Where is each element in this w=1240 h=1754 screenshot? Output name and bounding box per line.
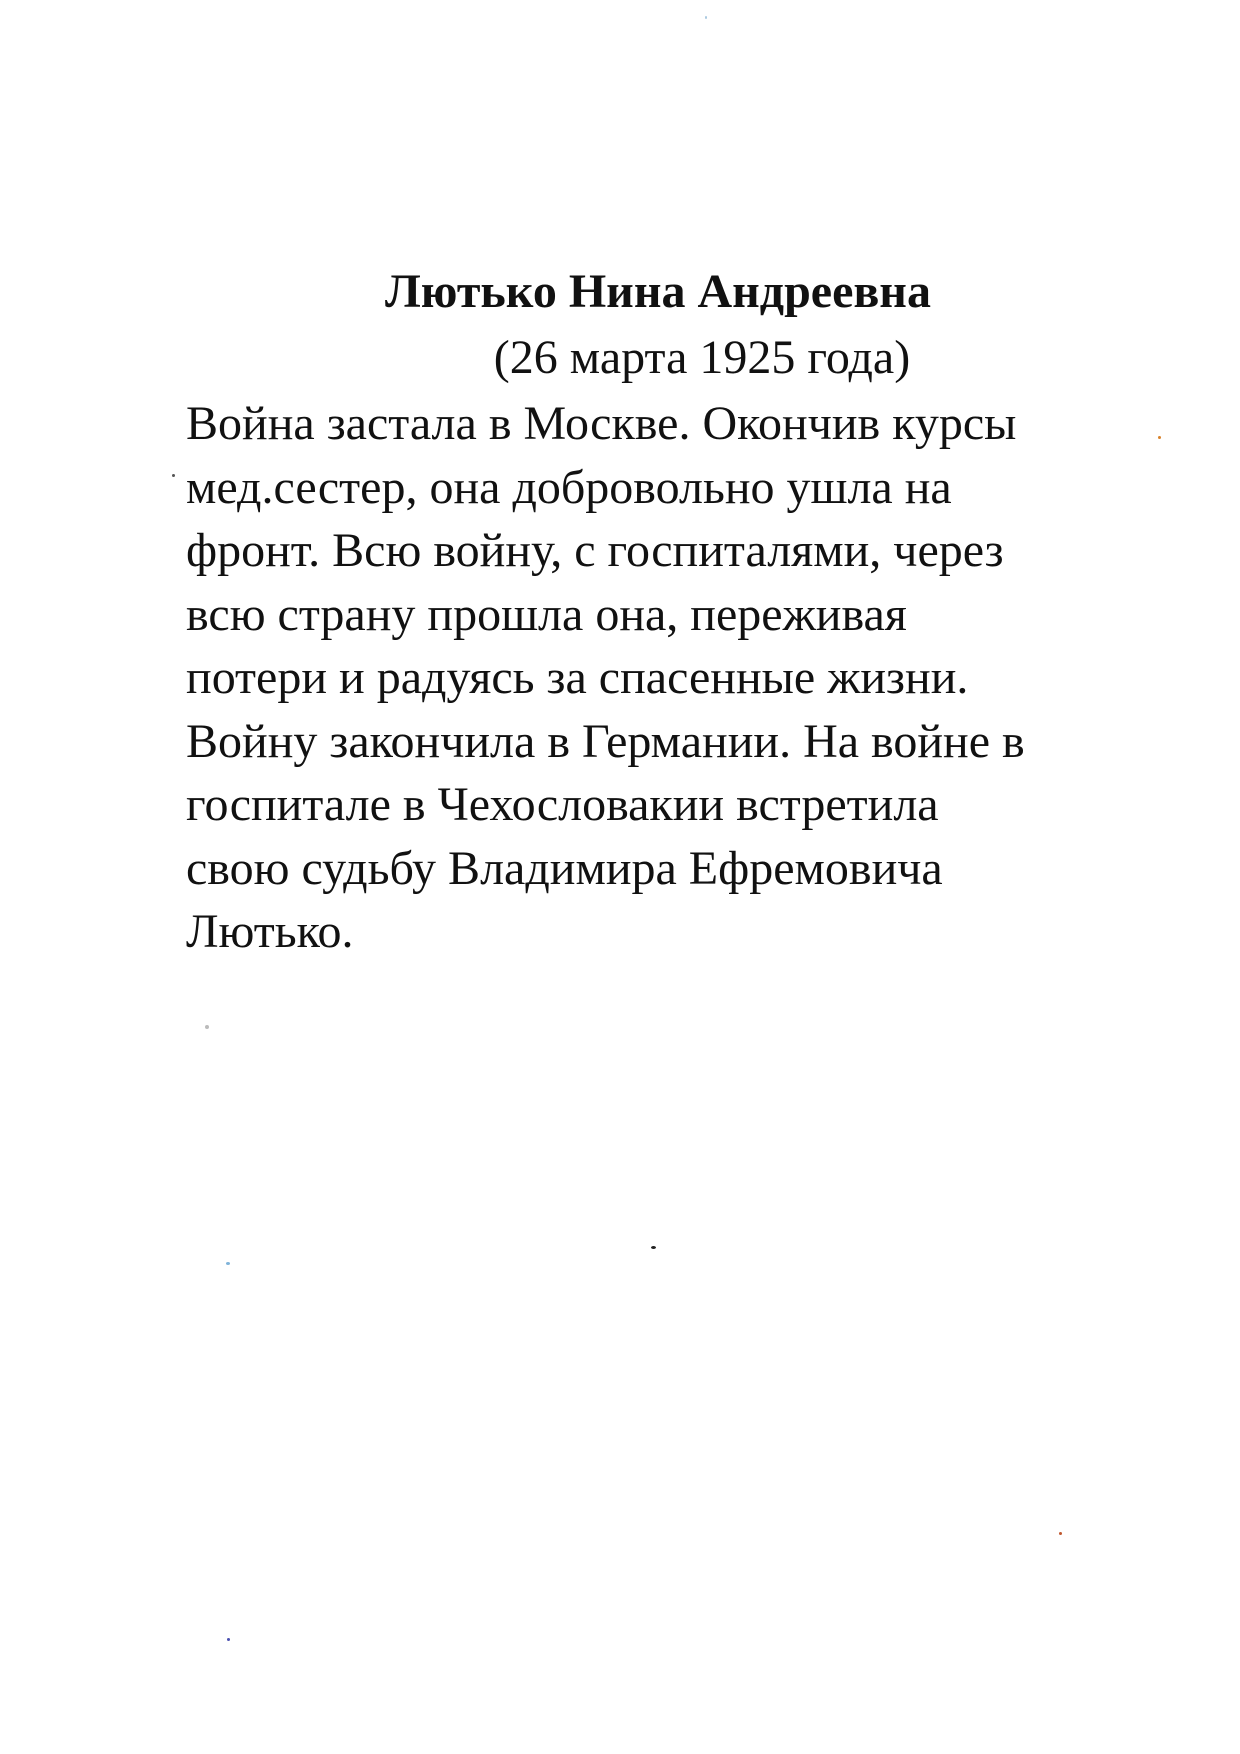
document-body (186, 392, 1186, 964)
scan-speck (205, 1025, 209, 1029)
scan-speck (651, 1246, 656, 1249)
body-line: госпитале в Чехословакии встретила (186, 778, 939, 831)
scan-speck (1158, 436, 1161, 439)
document-subtitle-date: (26 марта 1925 года) (493, 331, 911, 384)
scan-speck (227, 1638, 230, 1641)
body-line: Лютько. (186, 905, 354, 958)
document-title: Лютько Нина Андреевна (385, 265, 931, 318)
body-line: потери и радуясь за спасенные жизни. (186, 651, 969, 704)
body-line: свою судьбу Владимира Ефремовича (186, 841, 943, 895)
scan-speck (172, 474, 175, 477)
body-line: Война застала в Москве. Окончив курсы (186, 397, 1017, 450)
body-line: всю страну прошла она, переживая (186, 587, 907, 641)
body-line: фронт. Всю войну, с госпиталями, через (186, 524, 1004, 577)
body-line: мед.сестер, она добровольно ушла на (186, 460, 952, 514)
scan-speck (226, 1262, 230, 1265)
scan-speck (1059, 1532, 1062, 1535)
body-line: Войну закончила в Германии. На войне в (186, 714, 1025, 768)
scan-speck (705, 16, 707, 19)
